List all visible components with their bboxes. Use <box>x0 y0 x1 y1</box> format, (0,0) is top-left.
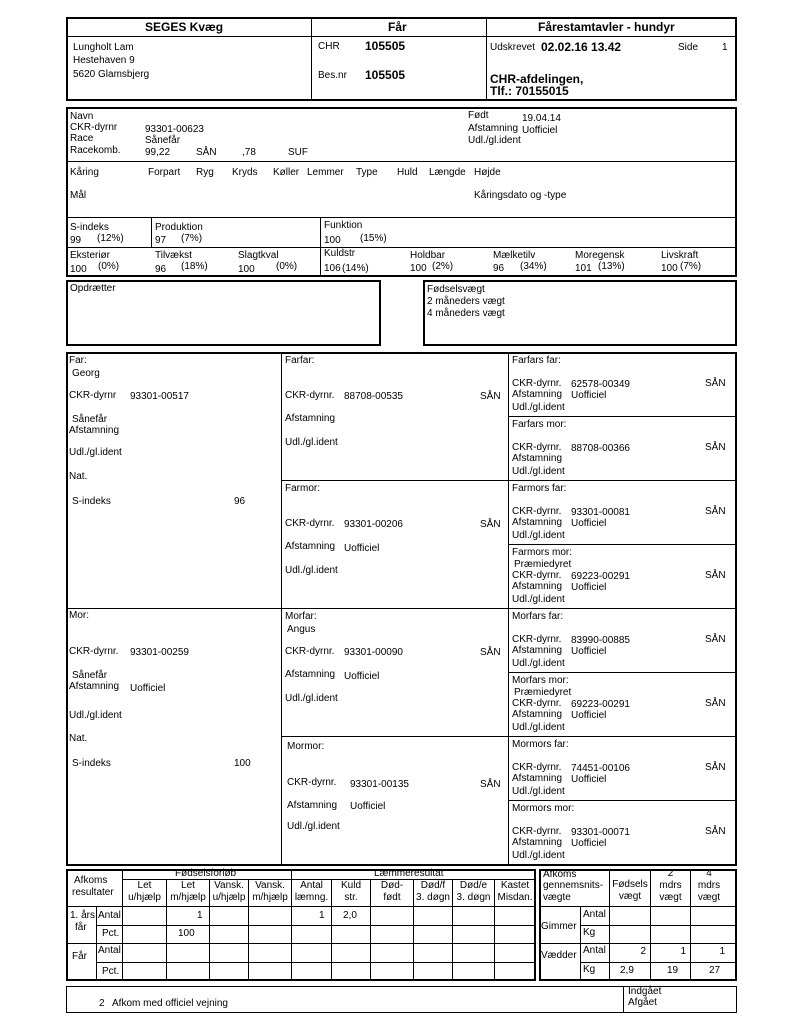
four-month-weight-label: 4 måneders vægt <box>427 308 505 319</box>
col-header-dod-foer-3dogn-2: 3. døgn <box>416 892 450 903</box>
production-value: 97 <box>155 235 167 246</box>
judging-forpart: Forpart <box>148 167 181 178</box>
judging-date-label: Kåringsdato og -type <box>474 190 567 201</box>
mormors-far-ckr-value: 74451-00106 <box>571 763 630 774</box>
morfars-mor-label: Morfars mor: <box>512 675 569 686</box>
function-label: Funktion <box>324 220 363 231</box>
mormors-far-origin-label: Afstamning <box>512 773 563 784</box>
col-header-dodfodt-2: født <box>383 892 401 903</box>
farfars-far-ckr-label: CKR-dyrnr. <box>512 378 562 389</box>
born-label: Født <box>468 110 489 121</box>
racekomb-label: Racekomb. <box>70 145 121 156</box>
mothering-label: Moregensk <box>575 250 625 261</box>
row1-pct-label: Pct. <box>102 928 120 939</box>
vaedder-antal-2m: 1 <box>680 946 686 957</box>
litter-pct: (14%) <box>342 263 369 274</box>
farmors-mor-udl-label: Udl./gl.ident <box>512 594 565 605</box>
mormor-origin-value: Uofficiel <box>350 801 386 812</box>
four-month-header-3: vægt <box>697 892 721 903</box>
durability-pct: (2%) <box>432 261 454 272</box>
farfar-origin-label: Afstamning <box>285 413 336 424</box>
page-number: 1 <box>722 42 728 53</box>
judging-kryds: Kryds <box>232 167 258 178</box>
litter-value: 106 <box>324 263 341 274</box>
offspring-results-title-1: Afkoms <box>74 875 108 886</box>
col-header-let-mhjaelp-1: Let <box>181 880 195 891</box>
col-header-vansk-uhjaelp-2: u/hjælp <box>212 892 246 903</box>
slaughter-pct: (0%) <box>276 261 298 272</box>
morfar-name: Angus <box>287 624 316 635</box>
vaedder-label: Vædder <box>541 950 577 961</box>
morfars-far-origin-label: Afstamning <box>512 645 563 656</box>
farfar-breed: SÅN <box>480 391 501 402</box>
entered-label: Indgået <box>628 986 662 997</box>
col-header-dodfodt-1: Død- <box>380 880 404 891</box>
mormors-mor-origin-label: Afstamning <box>512 837 563 848</box>
growth-label: Tilvækst <box>155 250 192 261</box>
father-label: Far: <box>69 355 87 366</box>
production-label: Produktion <box>155 222 203 233</box>
farmor-breed: SÅN <box>480 519 501 530</box>
mother-ckr-value: 93301-00259 <box>130 647 189 658</box>
org-name: SEGES Kvæg <box>145 20 224 34</box>
mormors-far-label: Mormors far: <box>512 739 569 750</box>
mormors-mor-breed: SÅN <box>705 826 726 837</box>
col-header-let-uhjaelp-2: u/hjælp <box>128 892 161 903</box>
morfars-far-origin-value: Uofficiel <box>571 646 607 657</box>
col-header-kuld-str-1: Kuld <box>340 880 361 891</box>
judging-type: Type <box>356 167 378 178</box>
exterior-label: Eksteriør <box>70 250 110 261</box>
farfar-ckr-value: 88708-00535 <box>344 391 403 402</box>
mormor-ckr-label: CKR-dyrnr. <box>287 777 337 788</box>
morfars-far-ckr-label: CKR-dyrnr. <box>512 634 562 645</box>
morfars-mor-origin-label: Afstamning <box>512 709 563 720</box>
slaughter-value: 100 <box>238 264 255 275</box>
birth-course-header: Fødselsforløb <box>175 868 237 879</box>
farfars-mor-ckr-label: CKR-dyrnr. <box>512 442 562 453</box>
avg-weights-title-3: vægte <box>543 892 571 903</box>
father-ckr-value: 93301-00517 <box>130 391 189 402</box>
owner-city: 5620 Glamsbjerg <box>73 69 150 80</box>
mormors-mor-ckr-value: 93301-00071 <box>571 827 630 838</box>
born-value: 19.04.14 <box>522 113 561 124</box>
slaughter-label: Slagtkval <box>238 250 279 261</box>
official-weighed-text: Afkom med officiel vejning <box>112 998 228 1009</box>
chr-label: CHR <box>318 41 340 52</box>
father-sindex-label: S-indeks <box>72 496 111 507</box>
judging-label: Kåring <box>70 167 99 178</box>
mormors-mor-label: Mormors mor: <box>512 803 575 814</box>
col-header-dod-foer-3dogn-1: Død/f <box>420 880 446 891</box>
farmors-far-origin-value: Uofficiel <box>571 518 607 529</box>
durability-label: Holdbar <box>410 250 446 261</box>
judging-laengde: Længde <box>429 167 466 178</box>
litter-label: Kuldstr <box>324 248 356 259</box>
judging-hojde: Højde <box>474 167 501 178</box>
row1-antal-let-mhjaelp: 1 <box>197 910 203 921</box>
mormors-mor-origin-value: Uofficiel <box>571 838 607 849</box>
farmors-mor-extra: Præmiedyret <box>514 559 572 570</box>
judging-koller: Køller <box>273 167 300 178</box>
col-header-vansk-mhjaelp-2: m/hjælp <box>252 892 288 903</box>
mother-sindex-value: 100 <box>234 758 251 769</box>
farmor-ckr-value: 93301-00206 <box>344 519 403 530</box>
farmor-origin-value: Uofficiel <box>344 543 380 554</box>
father-ckr-label: CKR-dyrnr <box>69 390 117 401</box>
col-header-let-uhjaelp-1: Let <box>137 880 152 891</box>
besnr-label: Bes.nr <box>318 70 347 81</box>
four-month-header-2: mdrs <box>697 880 721 891</box>
morfar-label: Morfar: <box>285 611 317 622</box>
col-header-vansk-uhjaelp-1: Vansk. <box>214 880 244 891</box>
birth-weight-label: Fødselsvægt <box>427 284 485 295</box>
col-header-dod-efter-3dogn-2: 3. døgn <box>456 892 491 903</box>
mormors-far-ckr-label: CKR-dyrnr. <box>512 762 562 773</box>
father-origin-label: Afstamning <box>69 425 120 436</box>
printed-value: 02.02.16 13.42 <box>541 40 622 54</box>
ckr-label: CKR-dyrnr <box>70 122 118 133</box>
mormors-far-udl-label: Udl./gl.ident <box>512 786 565 797</box>
col-header-let-mhjaelp-2: m/hjælp <box>170 892 206 903</box>
four-month-header-1: 4 <box>706 868 712 879</box>
row2-antal-label: Antal <box>98 945 121 956</box>
lamb-result-header: Læmmeresultat <box>374 868 444 879</box>
mormor-origin-label: Afstamning <box>287 800 338 811</box>
sindex-pct: (12%) <box>97 233 124 244</box>
morfars-mor-udl-label: Udl./gl.ident <box>512 722 565 733</box>
gimmer-label: Gimmer <box>541 921 577 932</box>
mormors-far-breed: SÅN <box>705 762 726 773</box>
farmors-far-label: Farmors far: <box>512 483 567 494</box>
birth-weight-header-1: Fødsels <box>612 879 648 890</box>
col-header-dod-efter-3dogn-1: Død/e <box>459 880 488 891</box>
col-header-kastet-misdan-2: Misdan. <box>497 892 533 903</box>
morfars-mor-extra: Præmiedyret <box>514 687 572 698</box>
farfars-mor-breed: SÅN <box>705 442 726 453</box>
morfar-breed: SÅN <box>480 647 501 658</box>
vaedder-kg-label: Kg <box>583 964 596 975</box>
milk-pct: (34%) <box>520 261 547 272</box>
name-label: Navn <box>70 111 94 122</box>
owner-name: Lungholt Lam <box>73 42 134 53</box>
mother-origin-label: Afstamning <box>69 681 120 692</box>
avg-weights-title-2: gennemsnits- <box>543 880 604 891</box>
farmors-far-breed: SÅN <box>705 506 726 517</box>
father-sindex-value: 96 <box>234 496 246 507</box>
gimmer-kg-label: Kg <box>583 927 596 938</box>
farfars-mor-udl-label: Udl./gl.ident <box>512 466 565 477</box>
milk-value: 96 <box>493 263 505 274</box>
besnr-value: 105505 <box>365 68 406 82</box>
mother-ckr-label: CKR-dyrnr. <box>69 646 119 657</box>
vitality-pct: (7%) <box>680 261 702 272</box>
col-header-vansk-mhjaelp-1: Vansk. <box>255 880 285 891</box>
morfar-udl-label: Udl./gl.ident <box>285 693 338 704</box>
morfar-origin-value: Uofficiel <box>344 671 380 682</box>
farmors-mor-label: Farmors mor: <box>512 547 572 558</box>
vaedder-kg-birth: 2,9 <box>620 965 634 976</box>
mormors-mor-udl-label: Udl./gl.ident <box>512 850 565 861</box>
farmors-far-udl-label: Udl./gl.ident <box>512 530 565 541</box>
farfars-far-label: Farfars far: <box>512 355 561 366</box>
morfars-far-ckr-value: 83990-00885 <box>571 635 630 646</box>
racekomb-value-1: 99,22 <box>145 147 171 158</box>
vitality-label: Livskraft <box>661 250 699 261</box>
page-label: Side <box>678 42 699 53</box>
growth-pct: (18%) <box>181 261 208 272</box>
mormor-breed: SÅN <box>480 779 501 790</box>
printed-label: Udskrevet <box>490 42 536 53</box>
left-label: Afgået <box>628 997 657 1008</box>
col-header-antal-laemning-2: læmng. <box>294 892 329 903</box>
official-weighed-count: 2 <box>99 998 105 1009</box>
udl-label: Udl./gl.ident <box>468 135 521 146</box>
farfars-far-ckr-value: 62578-00349 <box>571 379 630 390</box>
farfars-far-origin-label: Afstamning <box>512 389 563 400</box>
row2-pct-label: Pct. <box>102 966 120 977</box>
durability-value: 100 <box>410 263 427 274</box>
farmor-ckr-label: CKR-dyrnr. <box>285 518 335 529</box>
department-phone: Tlf.: 70155015 <box>490 84 569 98</box>
judging-ryg: Ryg <box>196 167 214 178</box>
origin-value: Uofficiel <box>522 125 558 136</box>
document-title: Fårestamtavler - hundyr <box>538 20 675 34</box>
farmor-label: Farmor: <box>285 483 320 494</box>
morfars-mor-ckr-value: 69223-00291 <box>571 699 630 710</box>
vaedder-kg-4m: 27 <box>709 965 721 976</box>
farmors-far-origin-label: Afstamning <box>512 517 563 528</box>
mormor-udl-label: Udl./gl.ident <box>287 821 340 832</box>
sindex-label: S-indeks <box>70 222 109 233</box>
col-header-kastet-misdan-1: Kastet <box>500 880 530 891</box>
production-pct: (7%) <box>181 233 203 244</box>
morfars-mor-ckr-label: CKR-dyrnr. <box>512 698 562 709</box>
avg-weights-title-1: Afkoms <box>543 869 577 880</box>
race-label: Race <box>70 133 94 144</box>
farfars-far-origin-value: Uofficiel <box>571 390 607 401</box>
mother-sindex-label: S-indeks <box>72 758 111 769</box>
milk-label: Mælketilv <box>493 250 536 261</box>
morfar-origin-label: Afstamning <box>285 669 336 680</box>
vaedder-kg-2m: 19 <box>667 965 679 976</box>
farmors-far-ckr-label: CKR-dyrnr. <box>512 506 562 517</box>
morfars-far-breed: SÅN <box>705 634 726 645</box>
exterior-pct: (0%) <box>98 261 120 272</box>
exterior-value: 100 <box>70 264 87 275</box>
owner-street: Hestehaven 9 <box>73 55 135 66</box>
measure-label: Mål <box>70 190 87 201</box>
morfars-far-udl-label: Udl./gl.ident <box>512 658 565 669</box>
mothering-pct: (13%) <box>598 261 625 272</box>
judging-lemmer: Lemmer <box>307 167 344 178</box>
function-pct: (15%) <box>360 233 387 244</box>
row1-antal-antal-laemning: 1 <box>319 910 325 921</box>
first-year-ewe-label-1: 1. års <box>70 910 96 921</box>
two-month-header-1: 2 <box>667 868 674 879</box>
vitality-value: 100 <box>661 263 678 274</box>
father-nat-label: Nat. <box>69 471 88 482</box>
farfars-far-breed: SÅN <box>705 378 726 389</box>
morfar-ckr-value: 93301-00090 <box>344 647 403 658</box>
mormors-mor-ckr-label: CKR-dyrnr. <box>512 826 562 837</box>
father-udl-label: Udl./gl.ident <box>69 447 122 458</box>
birth-weight-header-2: vægt <box>618 891 642 902</box>
racekomb-breed-2: SUF <box>288 147 308 158</box>
farmors-mor-ckr-value: 69223-00291 <box>571 571 630 582</box>
farfars-mor-ckr-value: 88708-00366 <box>571 443 630 454</box>
vaedder-antal-label: Antal <box>583 945 606 956</box>
col-header-antal-laemning-1: Antal <box>300 880 323 891</box>
farfar-label: Farfar: <box>285 355 315 366</box>
sindex-value: 99 <box>70 235 82 246</box>
racekomb-breed-1: SÅN <box>196 147 217 158</box>
mother-nat-label: Nat. <box>69 733 88 744</box>
mormor-ckr-value: 93301-00135 <box>350 779 409 790</box>
farfar-udl-label: Udl./gl.ident <box>285 437 338 448</box>
racekomb-value-2: ,78 <box>242 147 256 158</box>
row1-antal-label: Antal <box>98 910 121 921</box>
morfars-far-label: Morfars far: <box>512 611 564 622</box>
mormors-far-origin-value: Uofficiel <box>571 774 607 785</box>
function-value: 100 <box>324 235 341 246</box>
morfars-mor-origin-value: Uofficiel <box>571 710 607 721</box>
father-race: Sånefår <box>72 414 108 425</box>
two-month-weight-label: 2 måneders vægt <box>427 296 505 307</box>
origin-label: Afstamning <box>468 123 519 134</box>
mothering-value: 101 <box>575 263 592 274</box>
vaedder-antal-4m: 1 <box>719 946 725 957</box>
mother-origin-value: Uofficiel <box>130 683 166 694</box>
two-month-header-2: mdrs <box>659 880 682 891</box>
farfars-mor-origin-label: Afstamning <box>512 453 563 464</box>
farmor-udl-label: Udl./gl.ident <box>285 565 338 576</box>
farmors-mor-origin-value: Uofficiel <box>571 582 607 593</box>
mother-label: Mor: <box>69 610 89 621</box>
mother-udl-label: Udl./gl.ident <box>69 710 122 721</box>
farfar-ckr-label: CKR-dyrnr. <box>285 390 335 401</box>
morfar-ckr-label: CKR-dyrnr. <box>285 646 335 657</box>
mother-race: Sånefår <box>72 670 108 681</box>
ckr-value: 93301-00623 <box>145 124 204 135</box>
vaedder-antal-birth: 2 <box>640 946 646 957</box>
farmors-mor-origin-label: Afstamning <box>512 581 563 592</box>
farmors-mor-ckr-label: CKR-dyrnr. <box>512 570 562 581</box>
row1-pct-let-mhjaelp: 100 <box>178 928 195 939</box>
farfars-far-udl-label: Udl./gl.ident <box>512 402 565 413</box>
breeder-label: Opdrætter <box>70 283 116 294</box>
race-value: Sånefår <box>145 135 181 146</box>
morfars-mor-breed: SÅN <box>705 698 726 709</box>
col-header-kuld-str-2: str. <box>344 892 358 903</box>
farmors-far-ckr-value: 93301-00081 <box>571 507 630 518</box>
farfars-mor-label: Farfars mor: <box>512 419 567 430</box>
growth-value: 96 <box>155 264 167 275</box>
judging-huld: Huld <box>397 167 418 178</box>
offspring-results-title-2: resultater <box>72 887 114 898</box>
mormor-label: Mormor: <box>287 741 325 752</box>
department-line1: CHR-afdelingen, <box>490 72 584 86</box>
first-year-ewe-label-2: får <box>75 922 87 933</box>
farmors-mor-breed: SÅN <box>705 570 726 581</box>
gimmer-antal-label: Antal <box>583 909 606 920</box>
farmor-origin-label: Afstamning <box>285 541 336 552</box>
two-month-header-3: vægt <box>659 892 682 903</box>
father-name: Georg <box>72 368 100 379</box>
chr-value: 105505 <box>365 39 406 53</box>
ewe-label: Får <box>72 951 87 962</box>
species-title: Får <box>388 20 407 34</box>
row1-antal-kuld-str: 2,0 <box>343 910 357 921</box>
